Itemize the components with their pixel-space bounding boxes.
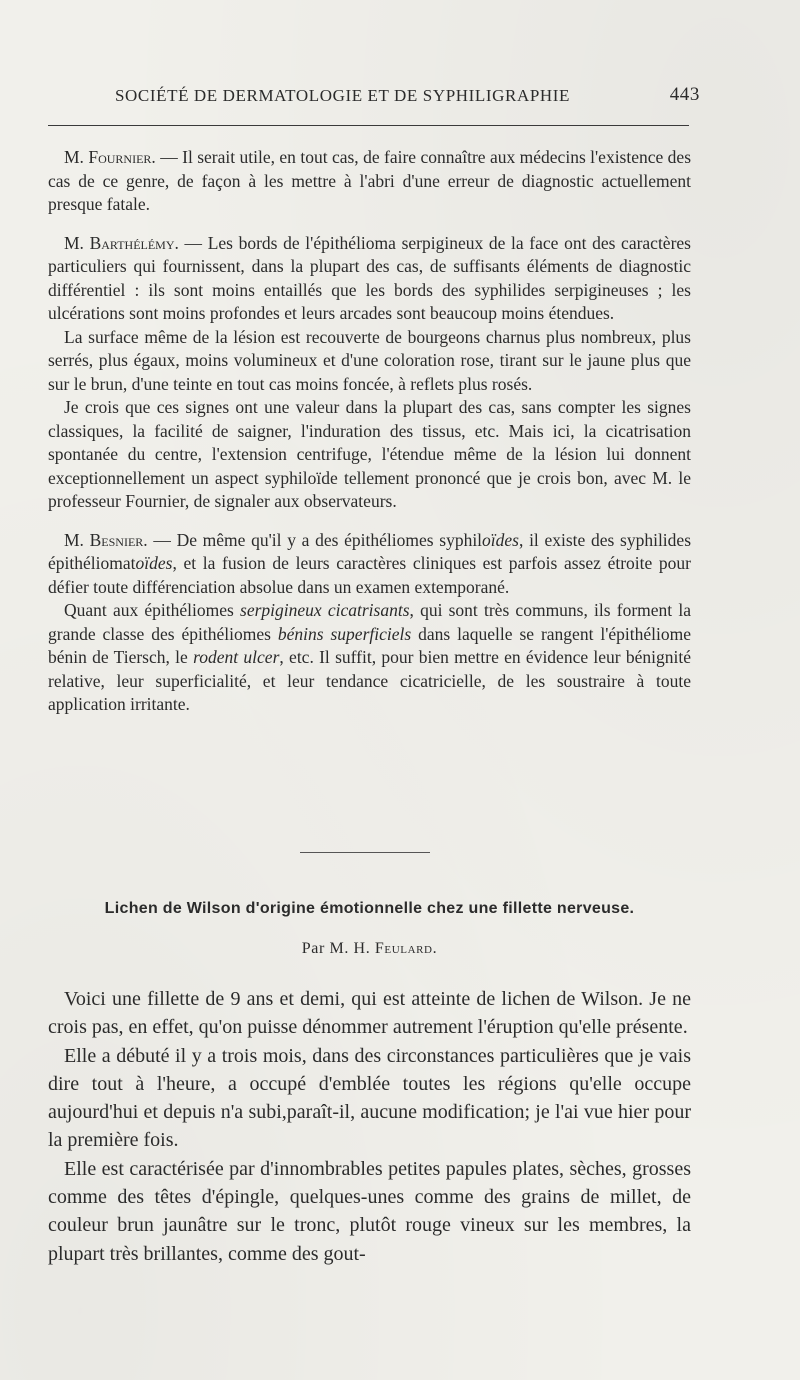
header-rule <box>48 125 689 126</box>
italic-text: oïdes <box>482 529 519 550</box>
italic-text: serpigineux cicatrisants <box>240 600 410 620</box>
paragraph-text: — Il serait utile, en tout cas, de faire connaître aux médecins l'existence des cas de ce genre, de façon à les mettre à l'abri d'une erreur de diagnostic actuellement presque fatale. <box>48 147 692 214</box>
paragraph-text: — De même qu'il y a des épithéliomes syphil <box>147 529 483 550</box>
italic-text: oïdes <box>135 553 173 573</box>
article-body <box>48 985 691 1268</box>
speaker-name: M. Fournier. <box>64 147 156 167</box>
paragraph-intro: Voici une fillette de 9 ans et demi, qui est atteinte de lichen de Wilson. Je ne crois pas, en effet, qu'on puisse dénommer autrement l'éruption qu'elle présente. <box>48 988 691 1039</box>
paragraph-description: Elle est caractérisée par d'innombrables petites papules plates, sèches, grosses comme des têtes d'épingle, quelques-unes comme des grains de millet, de couleur brun jaunâtre sur le tronc, plutôt rouge vineux sur les membres, la plupart très brillantes, comme des gout- <box>48 1157 691 1265</box>
paragraph-text: — Les bords de l'épithélioma serpigineux de la face ont des caractères particuliers qui fournissent, dans la plupart des cas, de suffisants éléments de diagnostic différentiel : ils sont moins entaillés que les bords des syphilides serpigineuses ; les ulcérations sont moins profondes et leurs arcades sont beaucoup moins étendues. <box>48 232 691 323</box>
author-byline <box>48 940 691 958</box>
paragraph-text: dans laquelle se rangent l'épithéliome bénin de Tiersch, le <box>48 623 691 667</box>
paragraph-quant <box>48 599 691 717</box>
running-title: SOCIÉTÉ DE DERMATOLOGIE ET DE SYPHILIGRAPHIE <box>115 86 571 105</box>
italic-text: bénins superficiels <box>277 623 412 644</box>
running-header <box>95 80 700 110</box>
paragraph-fournier <box>48 146 691 217</box>
paragraph-text: Quant aux épithéliomes <box>64 600 241 620</box>
paragraph-besnier <box>48 529 691 600</box>
article-title: Lichen de Wilson d'origine émotionnelle chez une fillette nerveuse. <box>104 900 635 917</box>
discussion-section <box>48 146 691 717</box>
section-divider <box>300 852 430 853</box>
author-name: Feulard. <box>374 940 438 957</box>
paragraph-text: , il existe des syphilides épithéliomat <box>48 529 692 573</box>
paragraph-text: , qui sont très communs, ils forment la grande classe des épithéliomes <box>48 600 691 644</box>
page-number: 443 <box>669 84 700 105</box>
italic-text: rodent ulcer <box>193 647 280 667</box>
paragraph-surface: La surface même de la lésion est recouverte de bourgeons charnus plus nombreux, plus serrés, plus égaux, moins volumineux et d'une coloration rose, tirant sur le jaune plus que sur le brun, d'une teinte en tout cas moins foncée, à reflets plus rosés. <box>48 326 691 394</box>
paragraph-text: , et la fusion de leurs caractères cliniques est parfois assez étroite pour défier toute différenciation absolue dans un examen extemporané. <box>48 553 691 597</box>
byline-prefix: Par M. H. <box>301 940 375 957</box>
speaker-name: M. Besnier. <box>64 529 148 550</box>
paragraph-signes: Je crois que ces signes ont une valeur dans la plupart des cas, sans compter les signes classiques, la facilité de saigner, l'induration des tissus, etc. Mais ici, la cicatrisation spontanée du centre, l'extension centrifuge, l'étendue même de la lésion lui donnent exceptionnellement un aspect syphiloïde tellement prononcé que je crois bon, avec M. le professeur Fournier, de signaler aux observateurs. <box>48 397 691 511</box>
paragraph-debut: Elle a débuté il y a trois mois, dans des circonstances particulières que je vais dire tout à l'heure, a occupé d'emblée toutes les régions qu'elle occupe aujourd'hui et depuis n'a subi,paraît-il, aucune modification; je l'ai vue hier pour la première fois. <box>48 1044 691 1152</box>
paragraph-barthelemy <box>48 232 691 326</box>
paragraph-text: , etc. Il suffit, pour bien mettre en évidence leur bénignité relative, leur superficialité, et leur tendance cicatricielle, de les soustraire à toute application irritante. <box>48 647 692 714</box>
speaker-name: M. Barthélémy. <box>64 232 179 253</box>
